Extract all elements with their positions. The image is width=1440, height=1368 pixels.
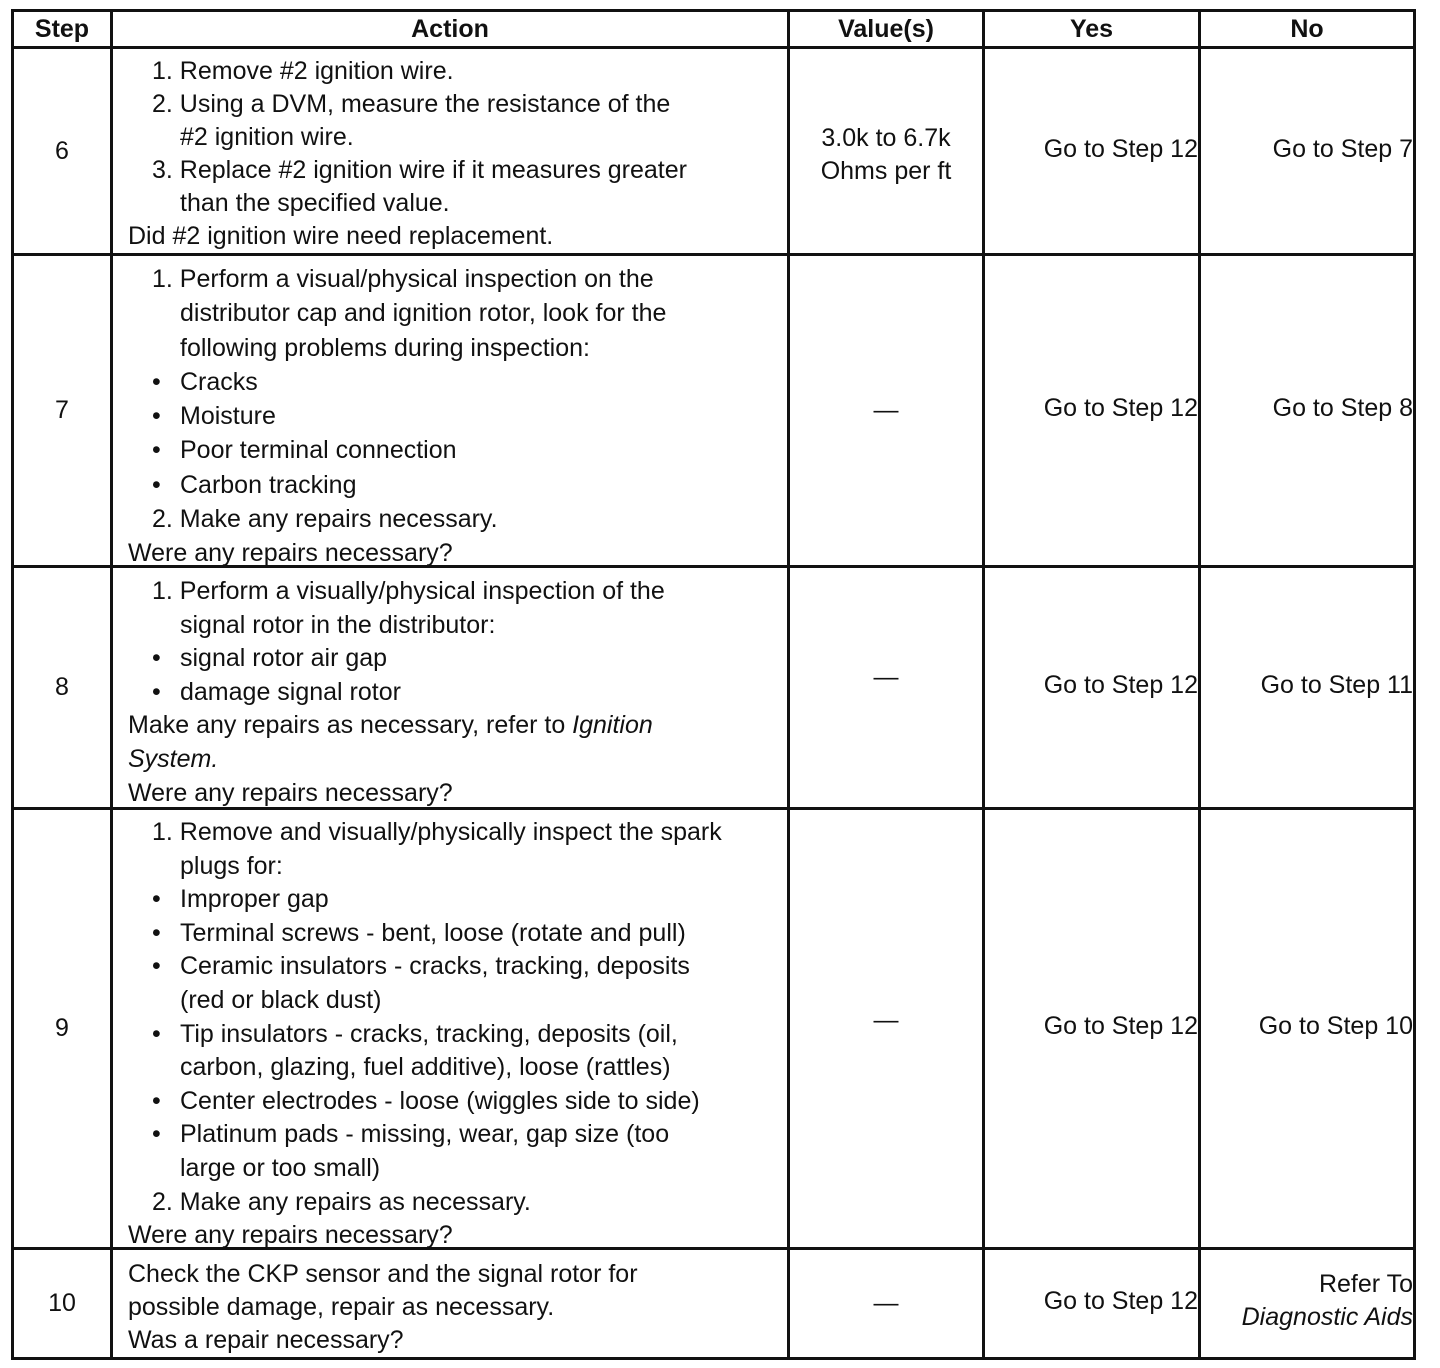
yes-cell [985,810,1198,1247]
bullet-continuation: carbon, glazing, fuel additive), loose (rattles) [180,1053,671,1082]
action-line: than the specified value. [180,189,450,217]
value-line: — [873,1006,899,1034]
no-cell [1201,49,1413,253]
bullet-icon: • [152,952,161,981]
action-line [128,743,784,777]
step-number: 10 [48,1289,76,1317]
action-question: Were any repairs necessary? [128,1221,453,1250]
action-question: Were any repairs necessary? [128,778,453,807]
bullet-icon: • [152,644,161,673]
action-line: possible damage, repair as necessary. [128,1293,555,1321]
yes-cell [985,1250,1198,1357]
yes-action: Go to Step 12 [1043,671,1198,699]
action-line: 1. Perform a visually/physical inspection of the [152,577,665,605]
no-action: Refer To [1318,1269,1413,1298]
bullet-item: • Platinum pads - missing, wear, gap size (too [128,1118,784,1152]
no-action [1242,1301,1413,1334]
value-cell [790,1250,982,1357]
no-cell [1201,568,1413,807]
bullet-item: • Ceramic insulators - cracks, tracking, deposits [128,950,784,984]
action-line: plugs for: [180,851,283,880]
bullet-item: • damage signal rotor [128,676,784,710]
bullet-item: • Improper gap [128,883,784,917]
bullet-icon: • [152,677,161,706]
header-values: Value(s) [838,15,934,43]
action-cell [128,55,784,253]
action-line: 2. Make any repairs necessary. [152,505,498,534]
reference-link: Ignition [572,711,653,740]
bullet-icon: • [152,918,161,947]
bullet-continuation: (red or black dust) [180,985,382,1014]
value-cell [790,568,982,807]
bullet-continuation: large or too small) [180,1153,381,1182]
bullet-item: • Terminal screws - bent, loose (rotate and pull) [128,917,784,951]
bullet-item: • Poor terminal connection [128,433,784,467]
yes-cell [985,568,1198,807]
bullet-item: • Center electrodes - loose (wiggles side to side) [128,1085,784,1119]
action-question: Did #2 ignition wire need replacement. [128,222,554,250]
no-action: Go to Step 11 [1260,671,1413,699]
value-line: Ohms per ft [820,157,952,185]
value-line: — [873,1289,899,1317]
header-step: Step [34,15,90,43]
yes-action: Go to Step 12 [1043,1287,1198,1315]
header-no: No [1290,15,1324,43]
yes-cell [985,49,1198,253]
no-action: Go to Step 8 [1272,394,1413,422]
bullet-item: • Tip insulators - cracks, tracking, deposits (oil, [128,1018,784,1052]
no-cell [1201,1250,1413,1357]
action-cell [128,262,784,571]
action-line: Check the CKP sensor and the signal rotor for [128,1260,638,1288]
header-yes: Yes [1069,15,1114,43]
action-line: Make any repairs as necessary, refer to Ignition [128,711,653,740]
value-line: — [873,396,899,424]
bullet-item: • Cracks [128,365,784,399]
action-cell [128,1258,784,1357]
value-line: 3.0k to 6.7k [821,124,951,152]
action-line: 2. Using a DVM, measure the resistance of the [152,90,671,118]
yes-action: Go to Step 12 [1043,394,1198,422]
action-line: 3. Replace #2 ignition wire if it measures greater [152,156,687,184]
bullet-item: • Moisture [128,399,784,433]
bullet-icon: • [152,402,161,431]
column-divider [110,12,113,1357]
action-line: following problems during inspection: [180,333,590,362]
bullet-icon: • [152,1120,161,1149]
action-line: 1. Remove #2 ignition wire. [152,57,454,85]
no-action: Go to Step 10 [1258,1012,1413,1040]
no-cell [1201,256,1413,565]
action-cell [128,575,784,810]
action-line: distributor cap and ignition rotor, look for the [180,299,667,328]
bullet-icon: • [152,1019,161,1048]
step-number: 7 [55,396,69,424]
value-cell [790,810,982,1247]
yes-action: Go to Step 12 [1043,1012,1198,1040]
step-number: 6 [55,136,69,165]
header-action: Action [411,15,489,43]
action-line: signal rotor in the distributor: [180,610,496,639]
diagnostic-table [11,9,1416,1360]
step-number: 9 [55,1014,69,1042]
bullet-item: • Carbon tracking [128,468,784,502]
no-cell [1201,810,1413,1247]
bullet-icon: • [152,436,161,465]
action-line: 2. Make any repairs as necessary. [152,1187,531,1216]
yes-cell [985,256,1198,565]
bullet-icon: • [152,885,161,914]
action-cell [128,816,784,1253]
action-question: Was a repair necessary? [128,1326,404,1354]
reference-link: Diagnostic Aids [1241,1302,1413,1331]
bullet-icon: • [152,470,161,499]
value-line: — [873,663,899,691]
bullet-item: • signal rotor air gap [128,642,784,676]
reference-link: System. [128,744,219,773]
action-line: 1. Perform a visual/physical inspection on the [152,265,654,293]
bullet-icon: • [152,367,161,396]
bullet-icon: • [152,1086,161,1115]
action-question: Were any repairs necessary? [128,539,453,568]
step-number: 8 [55,673,69,701]
action-line: 1. Remove and visually/physically inspect the spark [152,818,722,846]
action-line: #2 ignition wire. [180,123,354,151]
no-action: Go to Step 7 [1272,134,1413,163]
value-cell [790,49,982,253]
yes-action: Go to Step 12 [1043,134,1198,163]
value-cell [790,256,982,565]
